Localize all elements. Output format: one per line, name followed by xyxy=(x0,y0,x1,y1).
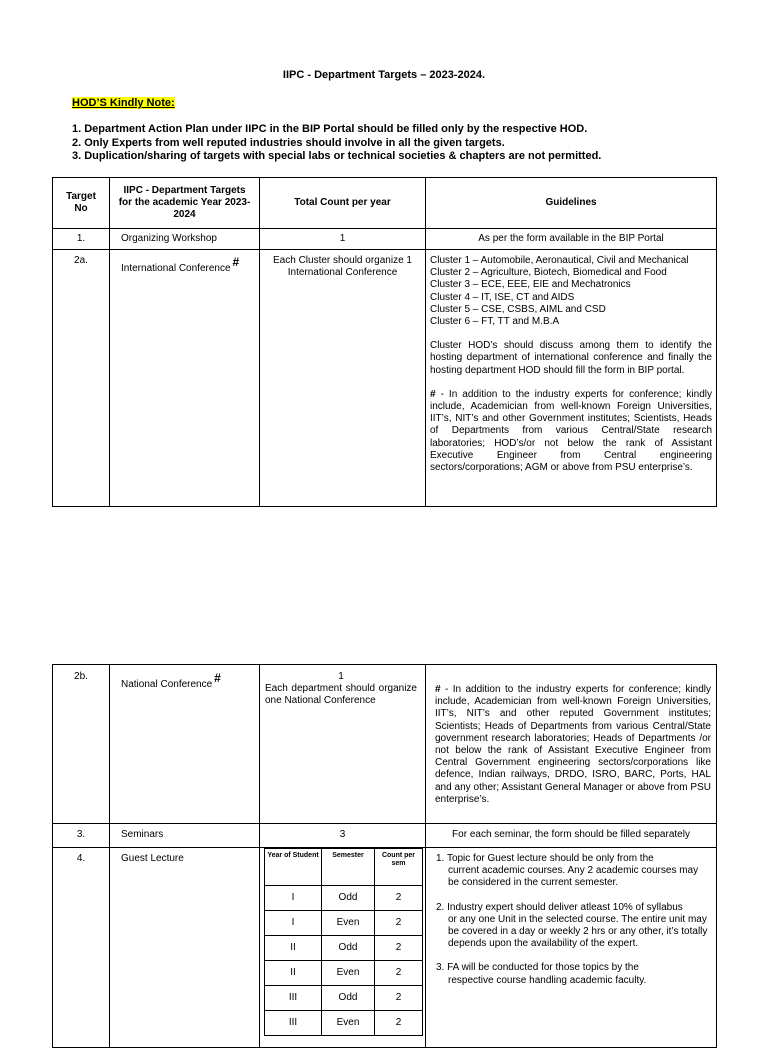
inner-year: III xyxy=(265,1011,322,1036)
page-title: IIPC - Department Targets – 2023-2024. xyxy=(282,69,486,81)
hod-note-heading xyxy=(72,96,175,110)
inner-semester: Odd xyxy=(322,936,375,961)
inner-count: 2 xyxy=(375,936,423,961)
cluster-item: Cluster 5 – CSE, CSBS, AIML and CSD xyxy=(430,303,606,315)
guideline-first-line: 2. Industry expert should deliver atleast 10% of syllabus xyxy=(436,901,683,913)
target-name: Seminars xyxy=(110,824,260,848)
inner-header-year: Year of Student xyxy=(265,849,322,886)
row-number: 1. xyxy=(53,229,110,250)
guideline-continuation: respective course handling academic faculty. xyxy=(448,974,647,986)
conference-note-text: - In addition to the industry experts for conference; kindly include, Academician from well-known Foreign Universities, IIT’s, NIT’s and other reputed Government institutes; Scientists; Heads of Departments from various Central/State government research laboratories; Heads of Departments /or not below the rank of Assistant Executive Engineer from Central Government engineering sectors/corporations like defence, Indian railways, DRDO, ISRO, BARC, Ports, HAL and any other; Assistant General Manager or above from PSU enterprise’s. xyxy=(435,684,711,805)
inner-semester: Even xyxy=(322,961,375,986)
inner-row xyxy=(265,1011,423,1036)
cluster-item: Cluster 3 – ECE, EEE, EIE and Mechatronics xyxy=(430,279,631,291)
table-header-row xyxy=(53,178,717,229)
conference-note xyxy=(430,389,712,474)
guideline-item xyxy=(436,853,710,890)
guideline-cell xyxy=(426,250,717,507)
row-number: 4. xyxy=(53,848,110,1048)
table-row xyxy=(53,229,717,250)
guideline-text: As per the form available in the BIP Portal xyxy=(426,229,717,250)
count-cell xyxy=(260,848,426,1048)
header-guidelines: Guidelines xyxy=(426,178,717,229)
inner-semester: Even xyxy=(322,1011,375,1036)
table-row xyxy=(53,250,717,507)
conference-note xyxy=(435,684,711,806)
notes-list xyxy=(72,123,712,164)
targets-table-continued xyxy=(52,664,717,1048)
guideline-item xyxy=(436,902,710,951)
guideline-cell xyxy=(426,665,717,824)
row-number: 2b. xyxy=(53,665,110,824)
inner-semester: Even xyxy=(322,911,375,936)
targets-table xyxy=(52,177,717,507)
guideline-text: For each seminar, the form should be filled separately xyxy=(426,824,717,848)
target-name: International Conference xyxy=(121,263,231,274)
guideline-first-line: 1. Topic for Guest lecture should be only from the xyxy=(436,853,654,864)
target-name: National Conference xyxy=(121,679,213,690)
hash-marker: # xyxy=(232,255,240,269)
inner-year: III xyxy=(265,986,322,1011)
header-target-no: Target No xyxy=(53,178,110,229)
inner-year: I xyxy=(265,886,322,911)
note-item: 2. Only Experts from well reputed industries should involve in all the given targets. xyxy=(72,136,505,149)
note-item: 3. Duplication/sharing of targets with special labs or technical societies & chapters are not permitted. xyxy=(72,150,602,162)
guideline-continuation: current academic courses. Any 2 academic courses may be considered in the current semester. xyxy=(448,865,699,889)
count-text: Each department should organize one National Conference xyxy=(265,683,417,707)
inner-row xyxy=(265,911,423,936)
count-value: 3 xyxy=(260,824,426,848)
inner-count: 2 xyxy=(375,986,423,1011)
hash-marker: # xyxy=(214,671,221,685)
table-row xyxy=(53,665,717,824)
target-name: Guest Lecture xyxy=(110,848,260,1048)
note-item: 1. Department Action Plan under IIPC in the BIP Portal should be filled only by the respective HOD. xyxy=(72,123,588,135)
cluster-item: Cluster 6 – FT, TT and M.B.A xyxy=(430,316,560,328)
header-count: Total Count per year xyxy=(260,178,426,229)
guest-lecture-guidelines xyxy=(436,853,710,987)
inner-row xyxy=(265,936,423,961)
target-cell xyxy=(110,665,260,824)
target-name: Organizing Workshop xyxy=(110,229,260,250)
inner-header-semester: Semester xyxy=(322,849,375,886)
hash-marker: # xyxy=(435,684,441,695)
inner-semester: Odd xyxy=(322,986,375,1011)
conference-note-text: - In addition to the industry experts for conference; kindly include, Academician from well-known Foreign Universities, IIT’s, NIT’s and other Government institutes; Scientists, Heads of Departments from various Central/State research laboratories; HOD’s/or not below the rank of Assistant Executive Engineer from Central engineering sectors/corporations; AGM or above from PSU enterprise’s. xyxy=(430,388,712,474)
guideline-item xyxy=(436,962,710,986)
inner-row xyxy=(265,986,423,1011)
hod-note-label: HOD’S Kindly Note: xyxy=(72,97,175,109)
cluster-item: Cluster 4 – IT, ISE, CT and AIDS xyxy=(430,291,575,303)
inner-row xyxy=(265,961,423,986)
cluster-item: Cluster 1 – Automobile, Aeronautical, Civil and Mechanical xyxy=(430,255,689,266)
count-value: 1 xyxy=(260,229,426,250)
inner-year: II xyxy=(265,936,322,961)
count-cell xyxy=(260,665,426,824)
hash-marker: # xyxy=(430,388,436,400)
guideline-first-line: 3. FA will be conducted for those topics by the xyxy=(436,962,639,974)
inner-count: 2 xyxy=(375,911,423,936)
guideline-cell xyxy=(426,848,717,1048)
inner-row xyxy=(265,886,423,911)
header-targets: IIPC - Department Targets for the academic Year 2023-2024 xyxy=(110,178,260,229)
guest-lecture-count-table xyxy=(264,848,423,1036)
table-row xyxy=(53,848,717,1048)
cluster-list xyxy=(430,255,712,328)
inner-header-count: Count per sem xyxy=(375,849,423,886)
count-value: 1 xyxy=(338,671,344,682)
count-text: Each Cluster should organize 1 International Conference xyxy=(260,250,426,507)
guideline-continuation: or any one Unit in the selected course. The entire unit may be covered in a day or weekly 2 hrs or any other, it’s totally depends upon the availability of the expert. xyxy=(448,913,708,950)
inner-year: I xyxy=(265,911,322,936)
inner-count: 2 xyxy=(375,886,423,911)
target-cell xyxy=(110,250,260,507)
hod-discussion-text: Cluster HOD’s should discuss among them to identify the hosting department of international conference and finally the hosting department HOD should fill the form in BIP portal. xyxy=(430,340,712,376)
inner-count: 2 xyxy=(375,961,423,986)
cluster-item: Cluster 2 – Agriculture, Biotech, Biomedical and Food xyxy=(430,267,667,279)
inner-semester: Odd xyxy=(322,886,375,911)
row-number: 2a. xyxy=(53,250,110,507)
row-number: 3. xyxy=(53,824,110,848)
table-row xyxy=(53,824,717,848)
inner-count: 2 xyxy=(375,1011,423,1036)
inner-year: II xyxy=(265,961,322,986)
